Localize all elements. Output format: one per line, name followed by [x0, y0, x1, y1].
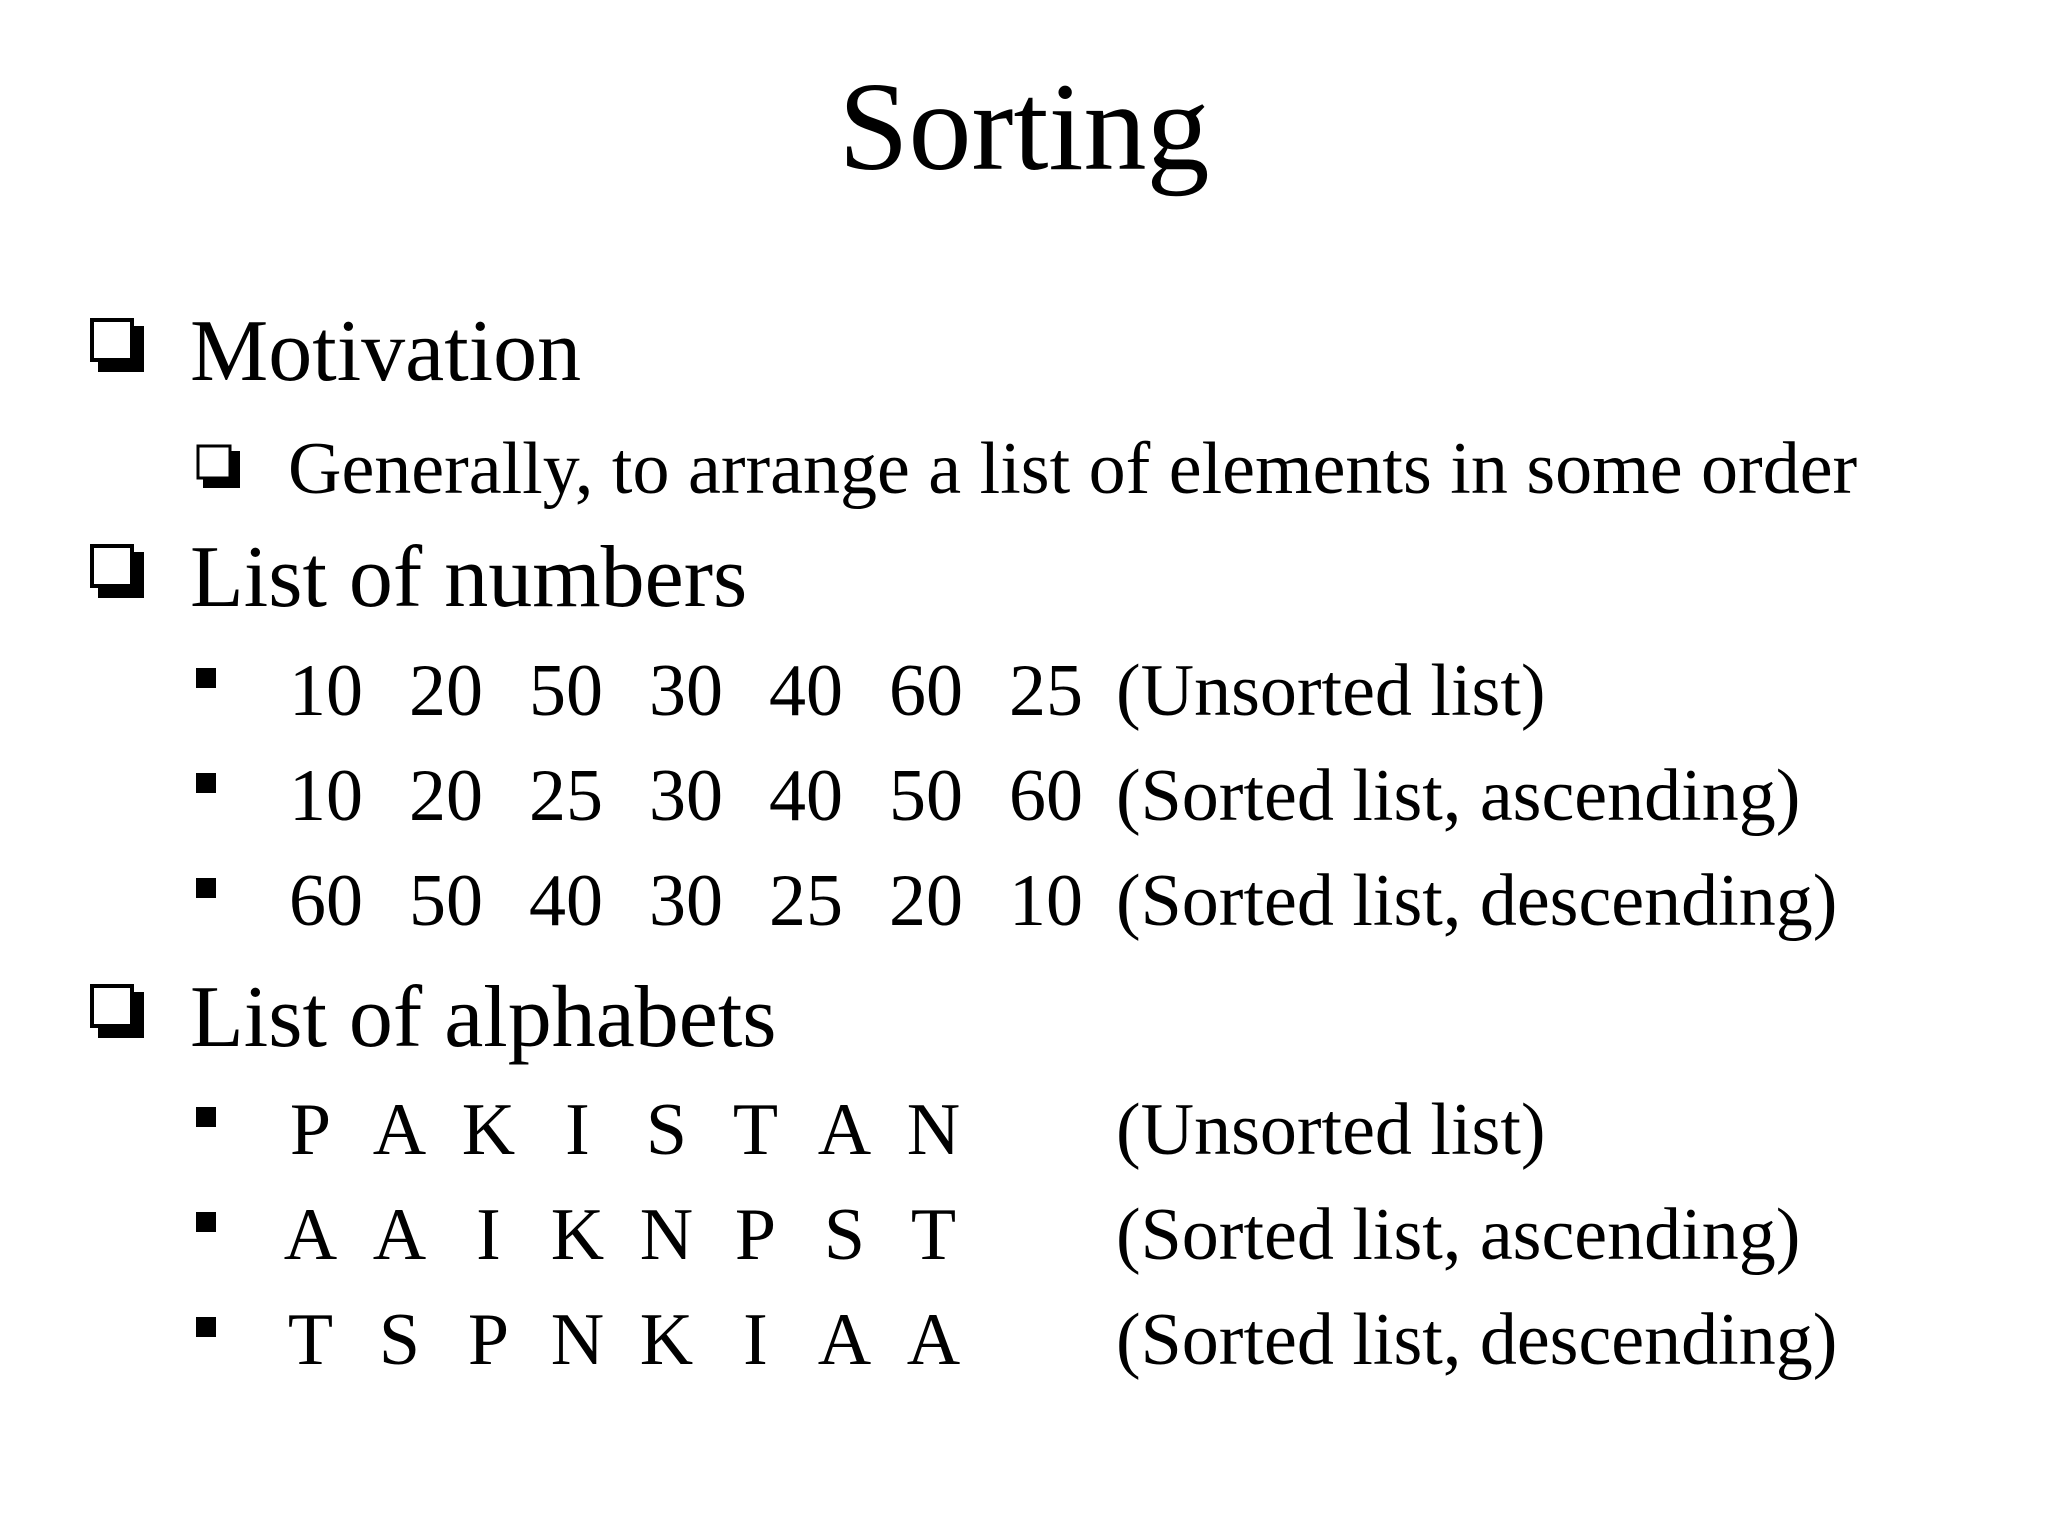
sub-bullet-label: Generally, to arrange a list of elements in some order	[288, 428, 1858, 510]
sequence-item: S	[645, 1089, 688, 1171]
sequence-item: S	[823, 1194, 866, 1276]
square-bullet-icon	[196, 878, 216, 898]
sequence-item: 50	[409, 860, 483, 942]
letter-sequence	[266, 1295, 978, 1385]
sequence-item: K	[550, 1194, 605, 1276]
sequence-item: 30	[649, 755, 723, 837]
sequence-item: 50	[529, 650, 603, 732]
hollow-square-bullet-icon	[90, 318, 144, 372]
sequence-note: (Unsorted list)	[1116, 1089, 1546, 1171]
sequence-item: T	[732, 1089, 779, 1171]
square-bullet-icon	[196, 1317, 216, 1337]
sequence-item: A	[817, 1299, 872, 1381]
sequence-item: N	[550, 1299, 605, 1381]
sequence-item: 40	[769, 755, 843, 837]
sequence-item: 20	[409, 755, 483, 837]
sequence-item: 60	[889, 650, 963, 732]
sequence-item: 50	[889, 755, 963, 837]
sequence-item: 25	[1009, 650, 1083, 732]
sequence-item: T	[287, 1299, 334, 1381]
sequence-item: P	[734, 1194, 777, 1276]
sequence-item: 60	[1009, 755, 1083, 837]
square-bullet-icon	[196, 1212, 216, 1232]
sequence-item: A	[372, 1194, 427, 1276]
sequence-item: A	[906, 1299, 961, 1381]
sequence-item: A	[817, 1089, 872, 1171]
sequence-item: P	[289, 1089, 332, 1171]
sequence-item: N	[639, 1194, 694, 1276]
sequence-item: 40	[529, 860, 603, 942]
sequence-item: I	[476, 1194, 501, 1276]
sequence-note: (Sorted list, ascending)	[1116, 755, 1801, 837]
sequence-item: T	[910, 1194, 957, 1276]
square-bullet-icon	[196, 1107, 216, 1127]
sequence-item: 10	[289, 650, 363, 732]
hollow-square-bullet-icon	[90, 544, 144, 598]
square-bullet-icon	[196, 668, 216, 688]
sequence-note: (Sorted list, ascending)	[1116, 1194, 1801, 1276]
sequence-item: 10	[1009, 860, 1083, 942]
sequence-item: 25	[529, 755, 603, 837]
hollow-square-bullet-icon	[196, 444, 240, 488]
letter-sequence	[266, 1085, 978, 1175]
sequence-note: (Unsorted list)	[1116, 650, 1546, 732]
sequence-item: 30	[649, 650, 723, 732]
sequence-item: P	[467, 1299, 510, 1381]
sequence-item: K	[461, 1089, 516, 1171]
number-sequence	[266, 751, 1106, 841]
letter-sequence	[266, 1190, 978, 1280]
sequence-note: (Sorted list, descending)	[1116, 1299, 1838, 1381]
sequence-item: N	[906, 1089, 961, 1171]
hollow-square-bullet-icon	[90, 984, 144, 1038]
sequence-item: 40	[769, 650, 843, 732]
sequence-item: 20	[889, 860, 963, 942]
sequence-item: A	[372, 1089, 427, 1171]
bullet-label: List of alphabets	[190, 969, 777, 1066]
sequence-item: 25	[769, 860, 843, 942]
sequence-note: (Sorted list, descending)	[1116, 860, 1838, 942]
sequence-item: A	[283, 1194, 338, 1276]
sequence-item: 60	[289, 860, 363, 942]
sequence-item: K	[639, 1299, 694, 1381]
bullet-label: List of numbers	[190, 529, 748, 626]
slide-title: Sorting	[838, 58, 1210, 197]
sequence-item: 20	[409, 650, 483, 732]
number-sequence	[266, 856, 1106, 946]
sequence-item: 10	[289, 755, 363, 837]
number-sequence	[266, 646, 1106, 736]
sequence-item: I	[565, 1089, 590, 1171]
square-bullet-icon	[196, 773, 216, 793]
sequence-item: 30	[649, 860, 723, 942]
sequence-item: S	[378, 1299, 421, 1381]
bullet-label: Motivation	[190, 303, 582, 400]
sequence-item: I	[743, 1299, 768, 1381]
